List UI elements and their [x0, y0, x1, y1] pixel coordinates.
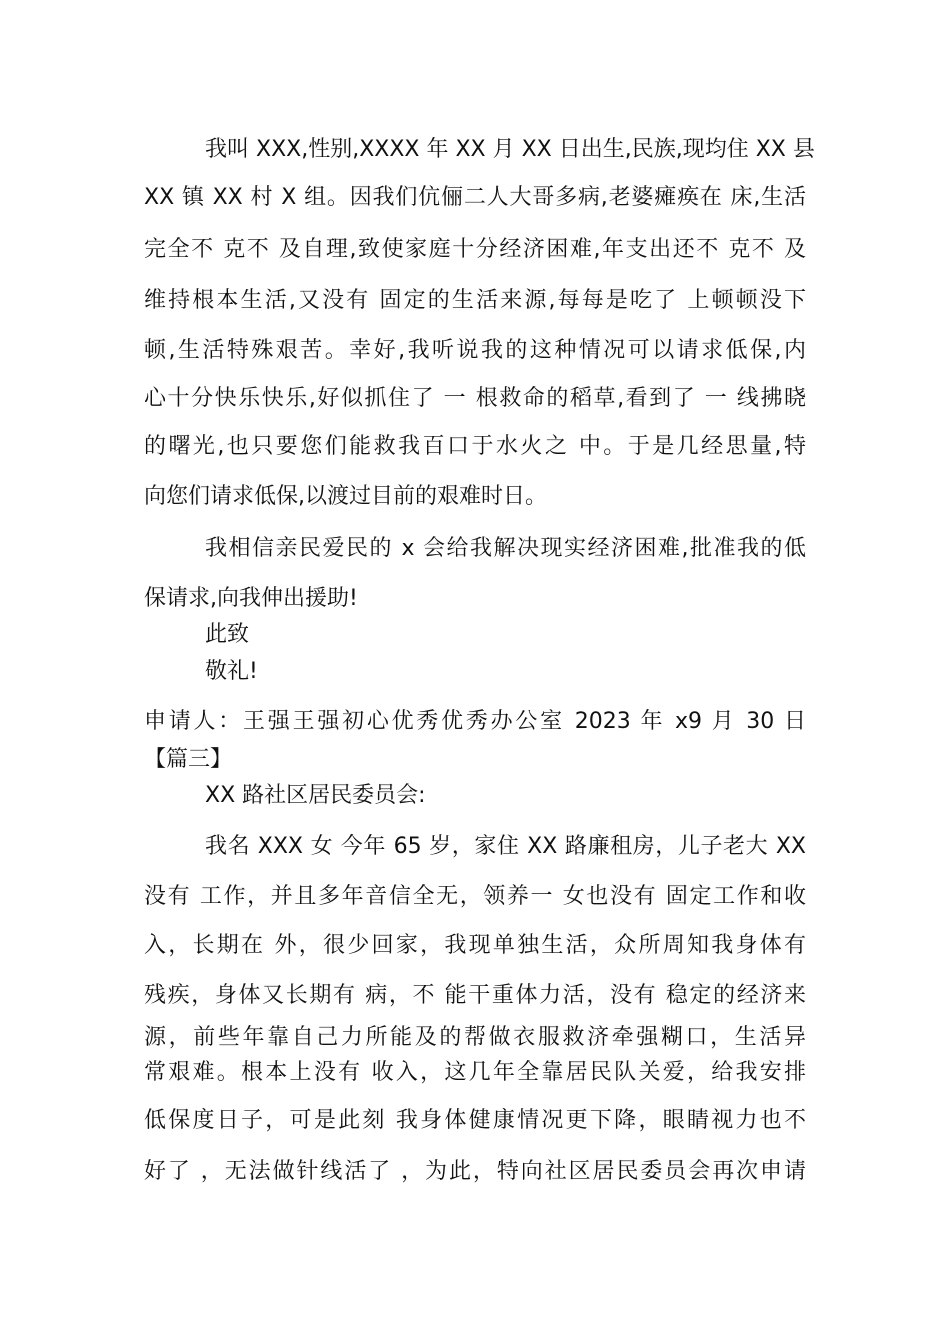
closing-salutation: 此致: [205, 622, 250, 647]
paragraph-3-line-2: 没有 工作，并且多年音信全无，领养一 女也没有 固定工作和收: [144, 884, 806, 909]
paragraph-2-line-2: 保请求,向我伸出援助!: [144, 586, 358, 611]
paragraph-3-line-6: 常艰难。根本上没有 收入，这几年全靠居民队关爱，给我安排: [144, 1060, 806, 1085]
paragraph-1-line-2: XX 镇 XX 村 X 组。因我们伉俪二人大哥多病,老婆瘫痪在 床,生活: [144, 185, 806, 210]
applicant-signature-date: 申请人：王强王强初心优秀优秀办公室 2023 年 x9 月 30 日: [144, 709, 806, 734]
paragraph-1-line-7: 的曙光,也只要您们能救我百口于水火之 中。于是几经思量,特: [144, 434, 806, 459]
paragraph-1-line-6: 心十分快乐快乐,好似抓住了 一 根救命的稻草,看到了 一 线拂晓: [144, 386, 806, 411]
paragraph-3-line-8: 好了 ，无法做针线活了 ，为此，特向社区居民委员会再次申请: [144, 1159, 806, 1184]
paragraph-1-line-8: 向您们请求低保,以渡过目前的艰难时日。: [144, 484, 547, 509]
paragraph-3-line-7: 低保度日子，可是此刻 我身体健康情况更下降，眼睛视力也不: [144, 1108, 806, 1133]
letter-addressee: XX 路社区居民委员会:: [205, 783, 426, 808]
paragraph-3-line-3: 入，长期在 外，很少回家，我现单独生活，众所周知我身体有: [144, 933, 806, 958]
paragraph-3-line-1: 我名 XXX 女 今年 65 岁，家住 XX 路廉租房，儿子老大 XX: [205, 834, 806, 859]
paragraph-1-line-1: 我叫 XXX,性别,XXXX 年 XX 月 XX 日出生,民族,现均住 XX 县: [205, 137, 815, 162]
paragraph-1-line-3: 完全不 克不 及自理,致使家庭十分经济困难,年支出还不 克不 及: [144, 237, 806, 262]
paragraph-3-line-5: 源，前些年靠自己力所能及的帮做衣服救济牵强糊口，生活异: [144, 1025, 806, 1050]
paragraph-1-line-4: 维持根本生活,又没有 固定的生活来源,每每是吃了 上顿顿没下: [144, 288, 806, 313]
paragraph-1-line-5: 顿,生活特殊艰苦。幸好,我听说我的这种情况可以请求低保,内: [144, 338, 806, 363]
closing-regards: 敬礼!: [205, 659, 258, 684]
paragraph-3-line-4: 残疾，身体又长期有 病，不 能干重体力活，没有 稳定的经济来: [144, 983, 806, 1008]
paragraph-2-line-1: 我相信亲民爱民的 x 会给我解决现实经济困难,批准我的低: [205, 536, 806, 561]
section-heading-part-three: 【篇三】: [144, 747, 233, 772]
